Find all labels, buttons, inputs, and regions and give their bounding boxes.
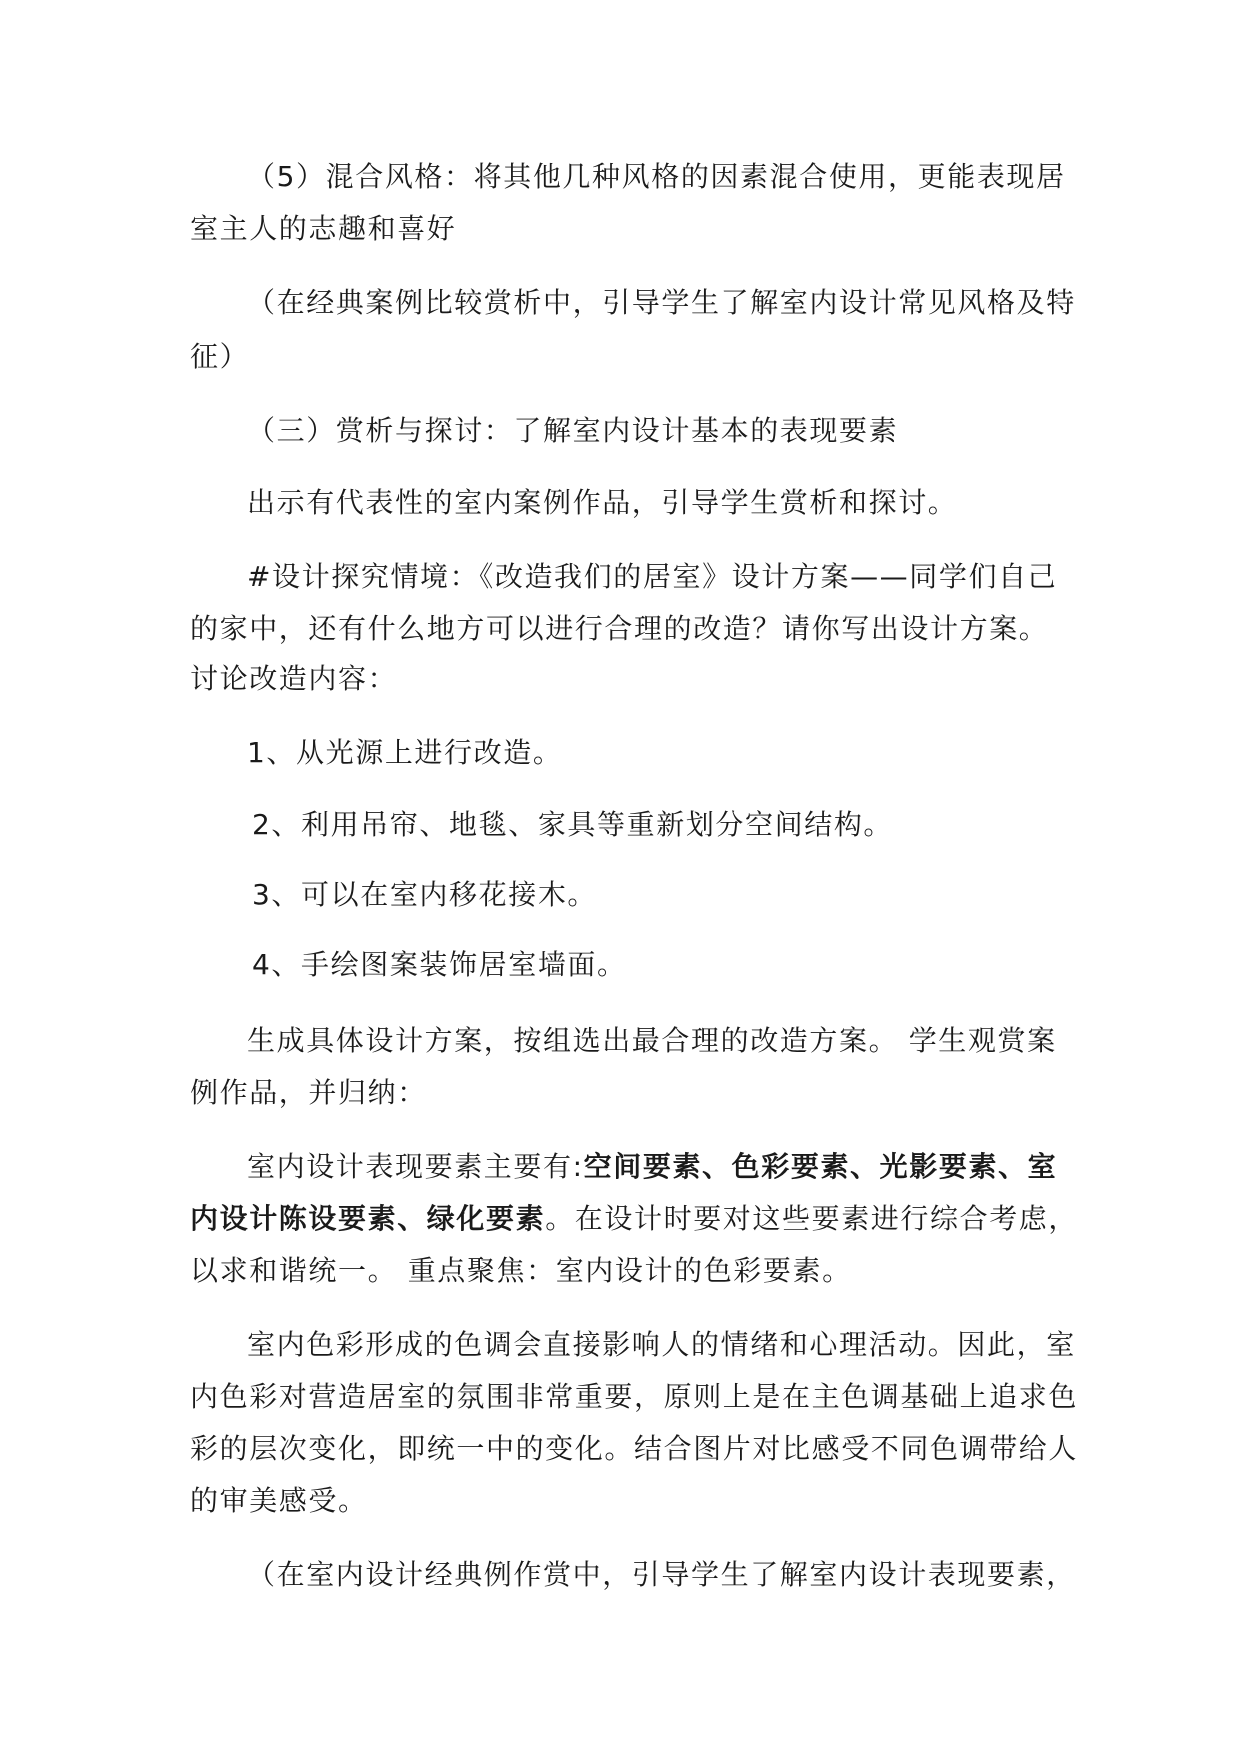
paragraph-design-scenario-line1: #设计探究情境：《改造我们的居室》设计方案——同学们自己 (247, 560, 1058, 593)
elements-rest-text: 。在设计时要对这些要素进行综合考虑， (545, 1202, 1079, 1235)
paragraph-design-scenario-line3: 讨论改造内容： (190, 662, 398, 695)
list-item: 4、手绘图案装饰居室墙面。 (252, 948, 627, 981)
elements-bold-text: 内设计陈设要素、绿化要素 (190, 1202, 546, 1235)
paragraph-color-line2: 内色彩对营造居室的氛围非常重要，原则上是在主色调基础上追求色 (190, 1380, 1079, 1413)
paragraph-elements-line3: 以求和谐统一。 重点聚焦：室内设计的色彩要素。 (190, 1254, 852, 1287)
paragraph-color-line4: 的审美感受。 (190, 1484, 368, 1517)
paragraph-elements-line1 (247, 1150, 1117, 1184)
paragraph-color-line3: 彩的层次变化，即统一中的变化。结合图片对比感受不同色调带给人 (190, 1432, 1079, 1465)
paragraph-color-line1: 室内色彩形成的色调会直接影响人的情绪和心理活动。因此，室 (247, 1328, 1076, 1361)
section-heading-three: （三）赏析与探讨：了解室内设计基本的表现要素 (247, 414, 899, 447)
elements-intro-text: 室内设计表现要素主要有: (247, 1150, 584, 1183)
paragraph-case-note-line1: （在经典案例比较赏析中，引导学生了解室内设计常见风格及特 (247, 286, 1076, 319)
paragraph-mixed-style-line2: 室主人的志趣和喜好 (190, 212, 457, 245)
paragraph-case-note-line2: 征） (190, 340, 250, 373)
paragraph-elements-line2 (190, 1202, 1079, 1236)
elements-bold-text: 空间要素、色彩要素、光影要素、室 (583, 1150, 1058, 1183)
paragraph-show-cases: 出示有代表性的室内案例作品，引导学生赏析和探讨。 (247, 486, 958, 519)
paragraph-design-scenario-line2: 的家中，还有什么地方可以进行合理的改造？请你写出设计方案。 (190, 612, 1049, 645)
list-item: 2、利用吊帘、地毯、家具等重新划分空间结构。 (252, 808, 894, 841)
paragraph-generate-plan-line1: 生成具体设计方案，按组选出最合理的改造方案。 学生观赏案 (247, 1024, 1057, 1057)
paragraph-classic-note-line1: （在室内设计经典例作赏中，引导学生了解室内设计表现要素， (247, 1558, 1076, 1591)
paragraph-generate-plan-line2: 例作品，并归纳： (190, 1076, 427, 1109)
list-item: 1、从光源上进行改造。 (247, 736, 563, 769)
list-item: 3、可以在室内移花接木。 (252, 878, 598, 911)
paragraph-mixed-style-line1: （5）混合风格：将其他几种风格的因素混合使用，更能表现居 (247, 160, 1066, 193)
